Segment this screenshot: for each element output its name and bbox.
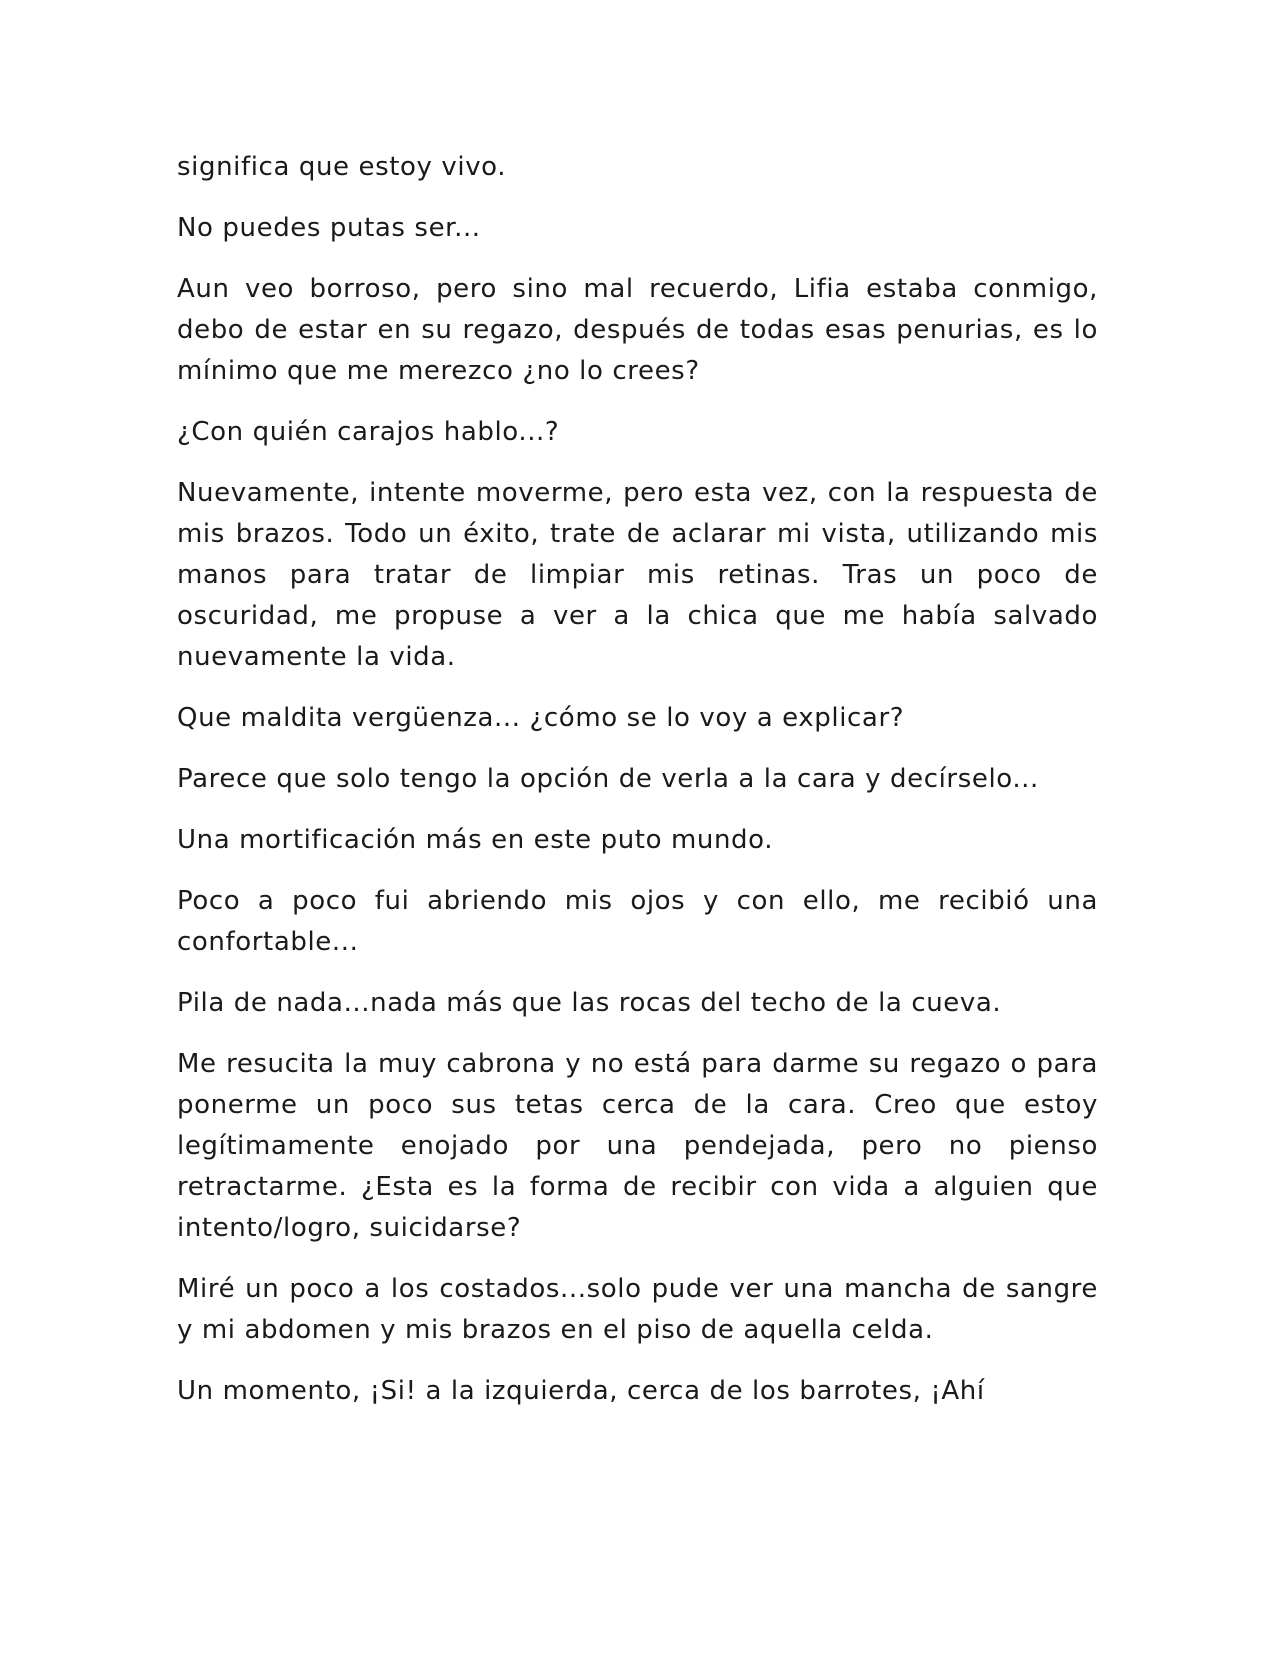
paragraph-8: Una mortificación más en este puto mundo. — [177, 825, 774, 855]
paragraph-5: Nuevamente, intente moverme, pero esta vez, con la respuesta de mis brazos. Todo un éxito, trate de aclarar mi vista, utilizando mis manos para tratar de limpiar mis retinas. Tras un poco de oscuridad, me propuse a ver a la chica que me había salvado nuevamente la vida. — [177, 478, 1098, 672]
paragraph-4: ¿Con quién carajos hablo...? — [177, 417, 560, 447]
paragraph-10: Pila de nada...nada más que las rocas del techo de la cueva. — [177, 988, 1002, 1018]
body-text — [177, 147, 1098, 1412]
paragraph-1: significa que estoy vivo. — [177, 152, 507, 182]
paragraph-2: No puedes putas ser... — [177, 213, 481, 243]
paragraph-3: Aun veo borroso, pero sino mal recuerdo, Lifia estaba conmigo, debo de estar en su regazo, después de todas esas penurias, es lo mínimo que me merezco ¿no lo crees? — [177, 274, 1098, 386]
paragraph-13: Un momento, ¡Si! a la izquierda, cerca de los barrotes, ¡Ahí — [177, 1376, 985, 1406]
paragraph-12: Miré un poco a los costados...solo pude ver una mancha de sangre y mi abdomen y mis brazos en el piso de aquella celda. — [177, 1274, 1098, 1345]
paragraph-6: Que maldita vergüenza... ¿cómo se lo voy a explicar? — [177, 703, 905, 733]
paragraph-11: Me resucita la muy cabrona y no está para darme su regazo o para ponerme un poco sus tetas cerca de la cara. Creo que estoy legítimamente enojado por una pendejada, pero no pienso retractarme. ¿Esta es la forma de recibir con vida a alguien que intento/logro, suicidarse? — [177, 1049, 1098, 1243]
paragraph-9: Poco a poco fui abriendo mis ojos y con ello, me recibió una confortable... — [177, 886, 1098, 957]
paragraph-7: Parece que solo tengo la opción de verla a la cara y decírselo... — [177, 764, 1039, 794]
